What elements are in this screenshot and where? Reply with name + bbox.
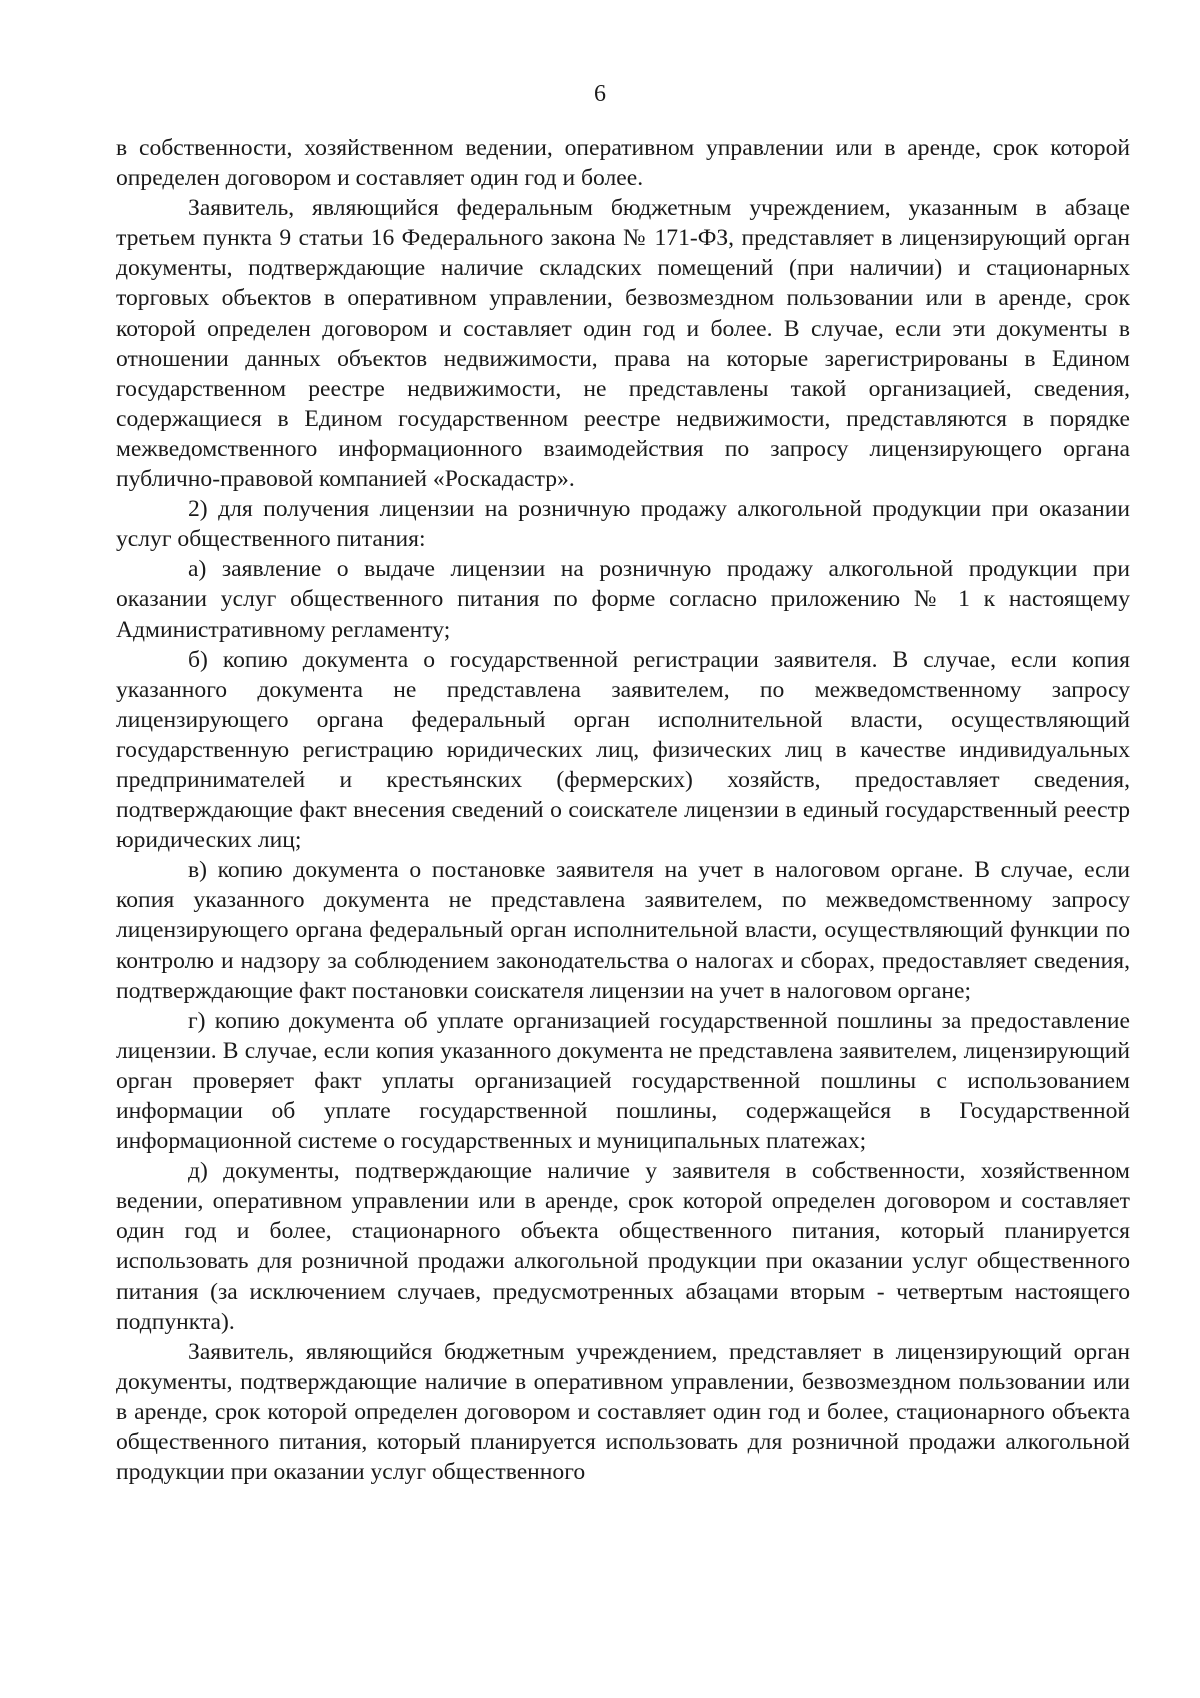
paragraph-continuation: в собственности, хозяйственном ведении, оперативном управлении или в аренде, срок которой определен договором и составляет один год и более. xyxy=(116,135,1130,192)
paragraph-budget-institution: Заявитель, являющийся бюджетным учреждением, представляет в лицензирующий орган документы, подтверждающие наличие в оперативном управлении, безвозмездном пользовании или в аренде, срок которой определен договором и составляет один год и более, стационарного объекта общественного питания, который планируется использовать для розничной продажи алкогольной продукции при оказании услуг общественного xyxy=(116,1338,1130,1486)
paragraph-subitem-b: б) копию документа о государственной регистрации заявителя. В случае, если копия указанного документа не представлена заявителем, по межведомственному запросу лицензирующего органа федеральный орган исполнительной власти, осуществляющий государственную регистрацию юридических лиц, физических лиц в качестве индивидуальных предпринимателей и крестьянских (фермерских) хозяйств, предоставляет сведения, подтверждающие факт внесения сведений о соискателе лицензии в единый государственный реестр юридических лиц; xyxy=(116,646,1130,854)
paragraph-federal-budget-institution: Заявитель, являющийся федеральным бюджетным учреждением, указанным в абзаце третьем пункта 9 статьи 16 Федерального закона № 171-ФЗ, представляет в лицензирующий орган документы, подтверждающие наличие складских помещений (при наличии) и стационарных торговых объектов в оперативном управлении, безвозмездном пользовании или в аренде, срок которой определен договором и составляет один год и более. В случае, если эти документы в отношении данных объектов недвижимости, права на которые зарегистрированы в Едином государственном реестре недвижимости, не представлены такой организацией, сведения, содержащиеся в Едином государственном реестре недвижимости, представляются в порядке межведомственного информационного взаимодействия по запросу лицензирующего органа публично-правовой компанией «Роскадастр». xyxy=(116,195,1130,493)
page-number: 6 xyxy=(594,81,606,107)
paragraph-item-2: 2) для получения лицензии на розничную продажу алкогольной продукции при оказании услуг общественного питания: xyxy=(116,496,1130,553)
paragraph-subitem-v: в) копию документа о постановке заявителя на учет в налоговом органе. В случае, если копия указанного документа не представлена заявителем, по межведомственному запросу лицензирующего органа федеральный орган исполнительной власти, осуществляющий функции по контролю и надзору за соблюдением законодательства о налогах и сборах, предоставляет сведения, подтверждающие факт постановки соискателя лицензии на учет в налоговом органе; xyxy=(116,857,1130,1004)
document-body xyxy=(116,133,1130,1487)
paragraph-subitem-d: д) документы, подтверждающие наличие у заявителя в собственности, хозяйственном ведении, оперативном управлении или в аренде, срок которой определен договором и составляет один год и более, стационарного объекта общественного питания, который планируется использовать для розничной продажи алкогольной продукции при оказании услуг общественного питания (за исключением случаев, предусмотренных абзацами вторым - четвертым настоящего подпункта). xyxy=(116,1158,1130,1335)
paragraph-subitem-g: г) копию документа об уплате организацией государственной пошлины за предоставление лицензии. В случае, если копия указанного документа не представлена заявителем, лицензирующий орган проверяет факт уплаты организацией государственной пошлины с использованием информации об уплате государственной пошлины, содержащейся в Государственной информационной системе о государственных и муниципальных платежах; xyxy=(116,1007,1130,1155)
paragraph-subitem-a: а) заявление о выдаче лицензии на розничную продажу алкогольной продукции при оказании услуг общественного питания по форме согласно приложению № 1 к настоящему Административному регламенту; xyxy=(116,556,1130,643)
